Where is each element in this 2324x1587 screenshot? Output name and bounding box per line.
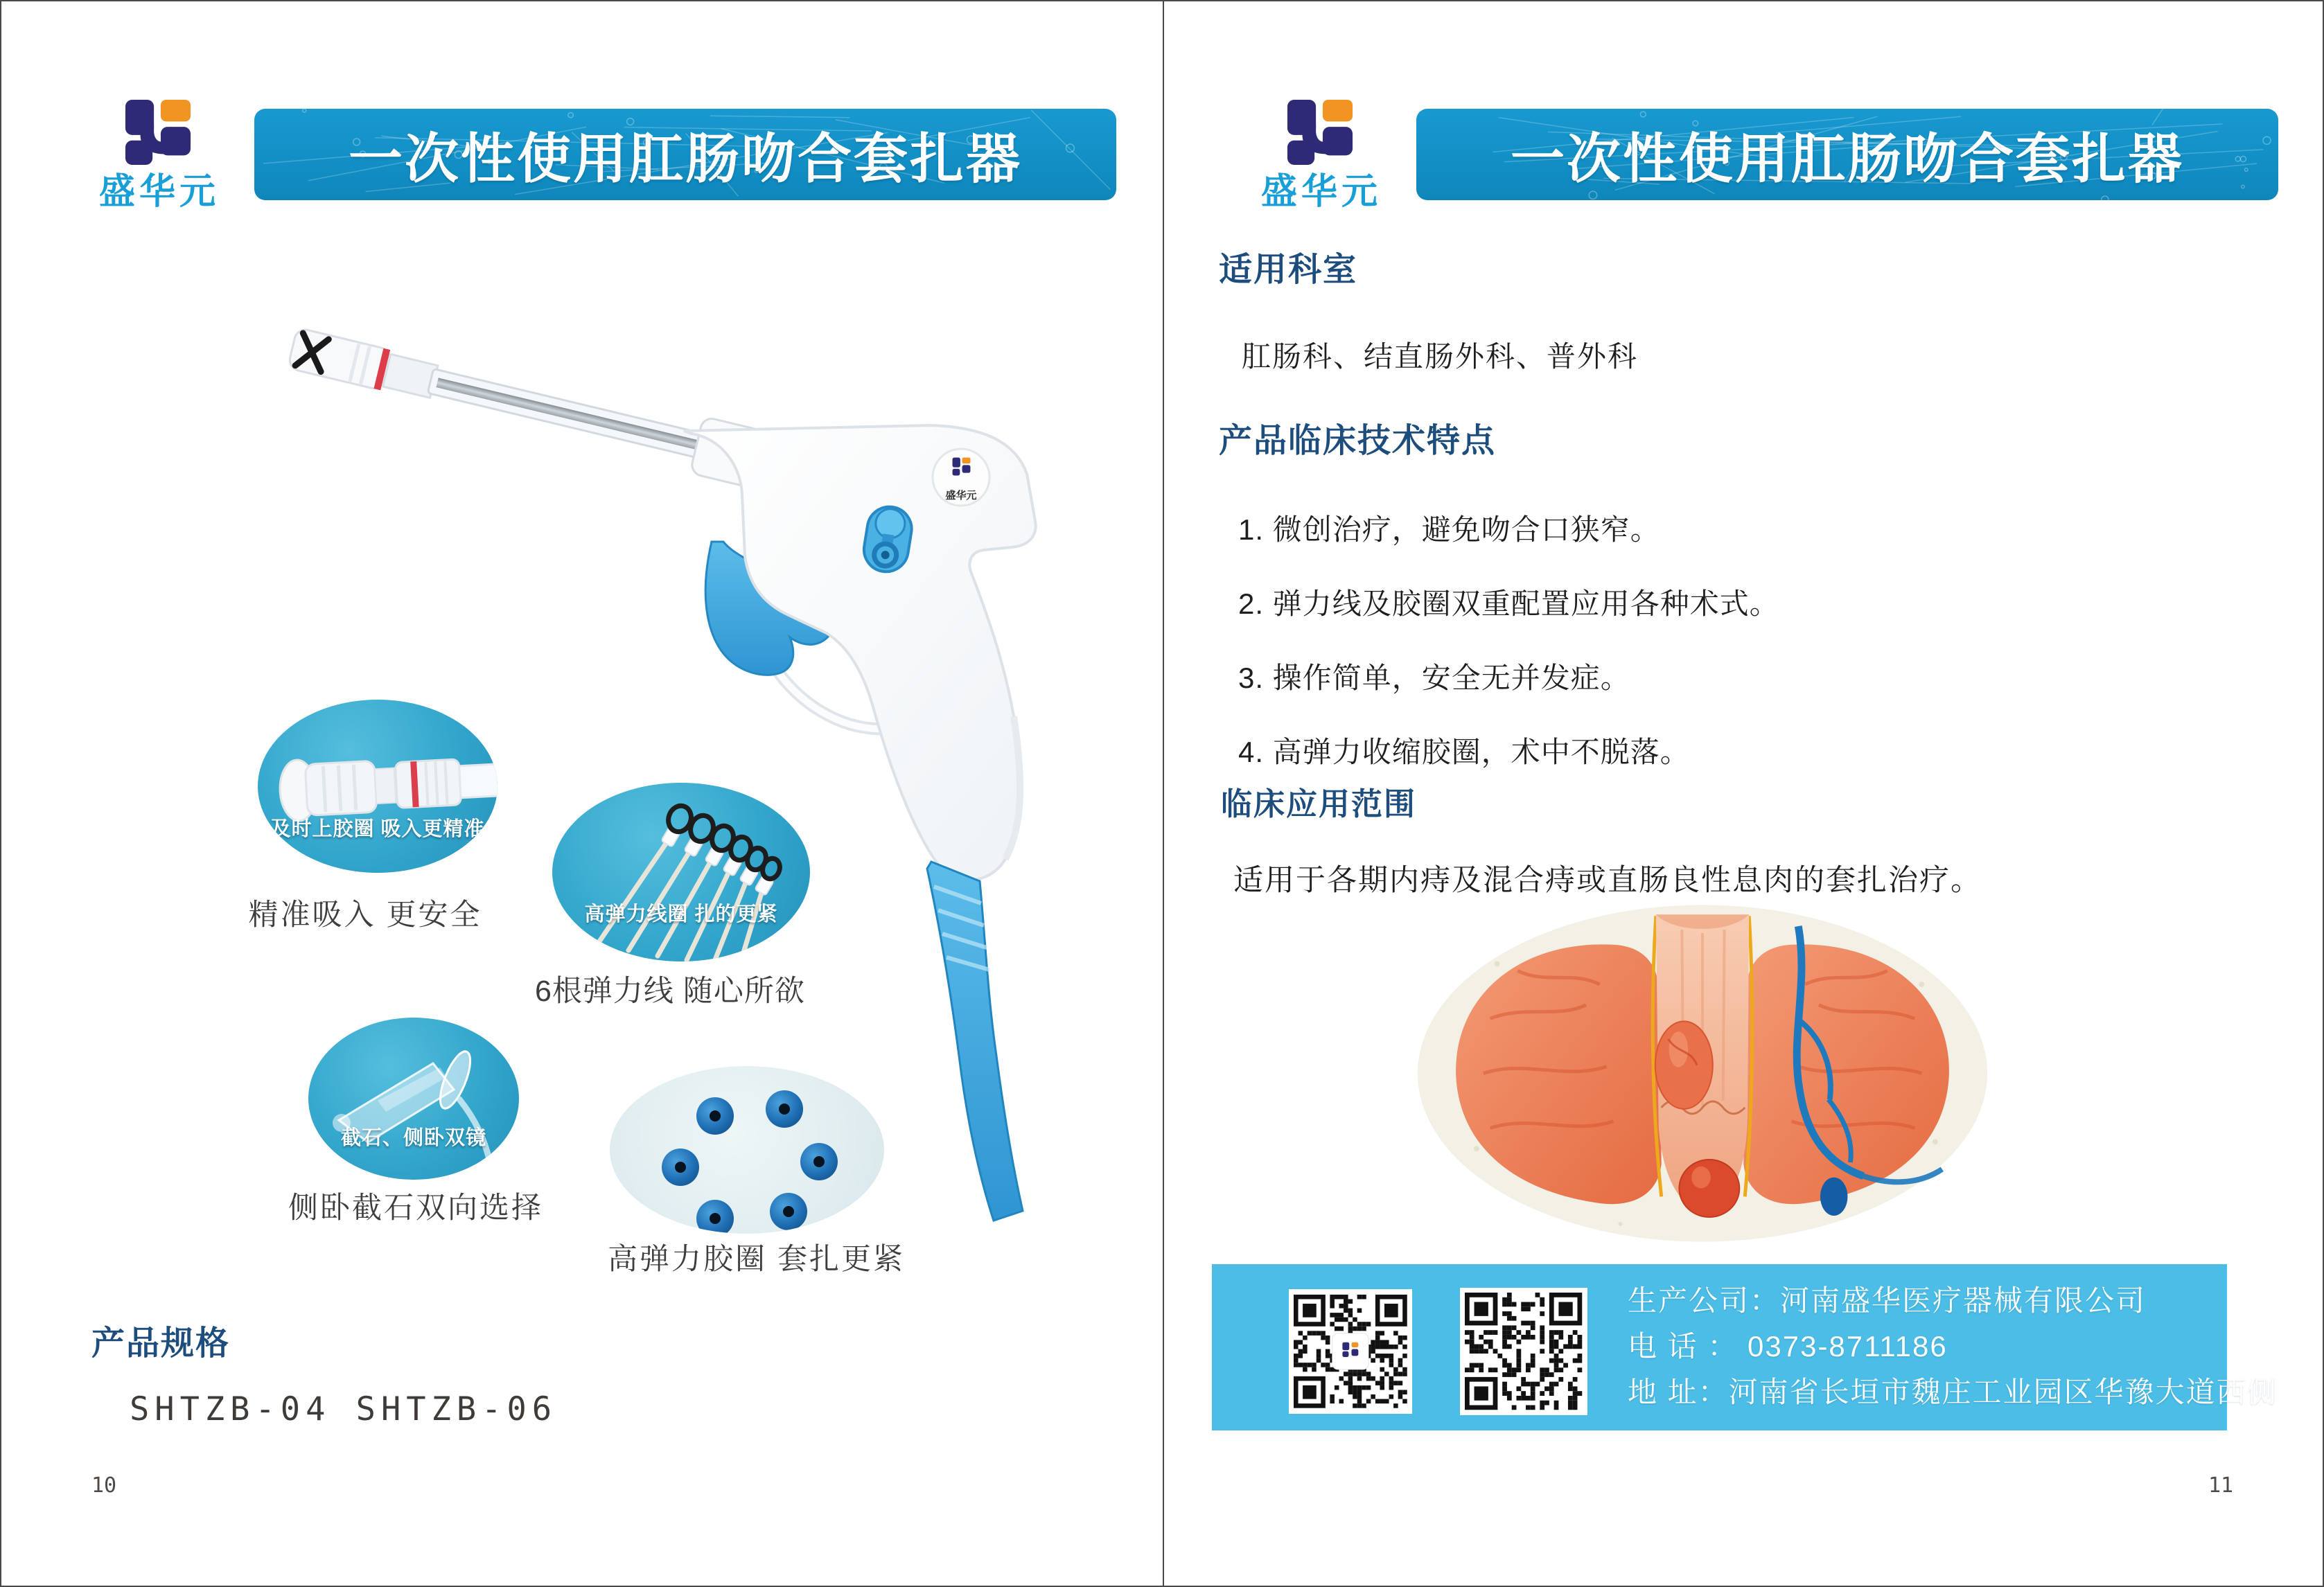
feature-photo-elastic-lines [552,783,810,961]
clinical-item: 3. 操作简单，安全无并发症。 [1238,662,1630,694]
manufacturer-line: 生产公司：河南盛华医疗器械有限公司 [1628,1284,2147,1317]
clinical-feature-list [1238,507,1779,804]
page-title: 一次性使用肛肠吻合套扎器 [1510,128,2184,189]
specs-models: SHTZB-04 SHTZB-06 [130,1390,558,1428]
page-number-right: 11 [2208,1473,2234,1498]
feature-caption: 侧卧截石双向选择 [288,1191,543,1225]
scope-body: 适用于各期内痔及混合痔或直肠良性息肉的套扎治疗。 [1233,864,1982,897]
feature-overlay-label: 及时上胶圈 吸入更精准 [270,818,485,840]
phone-line: 电 话 ： 0373-8711186 [1628,1330,1948,1363]
hemorrhoid-bulge [1679,1160,1739,1217]
clinical-heading: 产品临床技术特点 [1219,423,1497,459]
brand-logo-text: 盛华元 [98,172,220,212]
specs-heading: 产品规格 [91,1325,231,1362]
feature-photo-anoscope [308,1018,519,1180]
page-title: 一次性使用肛肠吻合套扎器 [348,128,1022,189]
feature-photo-rubber-rings [610,1066,884,1234]
anoscope-closeup [308,1018,519,1180]
elastic-rods-closeup [552,783,810,961]
rubber-rings-closeup [610,1066,884,1234]
right-page-title-banner [1416,109,2278,200]
clinical-item: 1. 微创治疗，避免吻合口狭窄。 [1238,513,1660,546]
feature-caption: 精准吸入 更安全 [248,898,482,932]
feature-caption: 6根弹力线 随心所欲 [535,975,805,1008]
clinical-item: 2. 弹力线及胶圈双重配置应用各种术式。 [1238,587,1779,620]
brand-logo-icon [1286,98,1354,166]
departments-body: 肛肠科、结直肠外科、普外科 [1242,340,1639,373]
device-tip-closeup [258,700,498,873]
address-line: 地 址：河南省长垣市魏庄工业园区华豫大道西侧 [1628,1376,2278,1408]
feature-overlay-label: 高弹力线圈 扎的更紧 [584,903,778,925]
brand-logo-icon [124,98,192,166]
departments-heading: 适用科室 [1219,251,1358,288]
clinical-item: 4. 高弹力收缩胶圈，术中不脱落。 [1238,736,1690,768]
page-number-left: 10 [91,1473,117,1498]
device-brand-sticker [933,449,989,506]
rubber-ring-icon [662,1090,838,1234]
contact-info [1628,1278,2278,1415]
device-sticker-text: 盛华元 [945,490,977,502]
brand-logo-text: 盛华元 [1260,172,1382,212]
scope-heading: 临床应用范围 [1221,786,1417,822]
left-page-title-banner [254,109,1116,200]
feature-photo-suction-tip [258,700,498,873]
feature-caption: 高弹力胶圈 套扎更紧 [608,1243,905,1276]
feature-overlay-label: 截石、侧卧双镜 [340,1127,486,1149]
hemorrhoid-anatomy-illustration [1415,902,1990,1245]
device-cable-connector [927,862,1023,1221]
qr-code-icon [1289,1289,1412,1414]
manufacturer-contact-box [1212,1264,2278,1430]
qr-code-icon [1460,1288,1587,1415]
hemorrhoid-bulge [1655,1021,1713,1108]
page-divider [1163,1,1164,1587]
